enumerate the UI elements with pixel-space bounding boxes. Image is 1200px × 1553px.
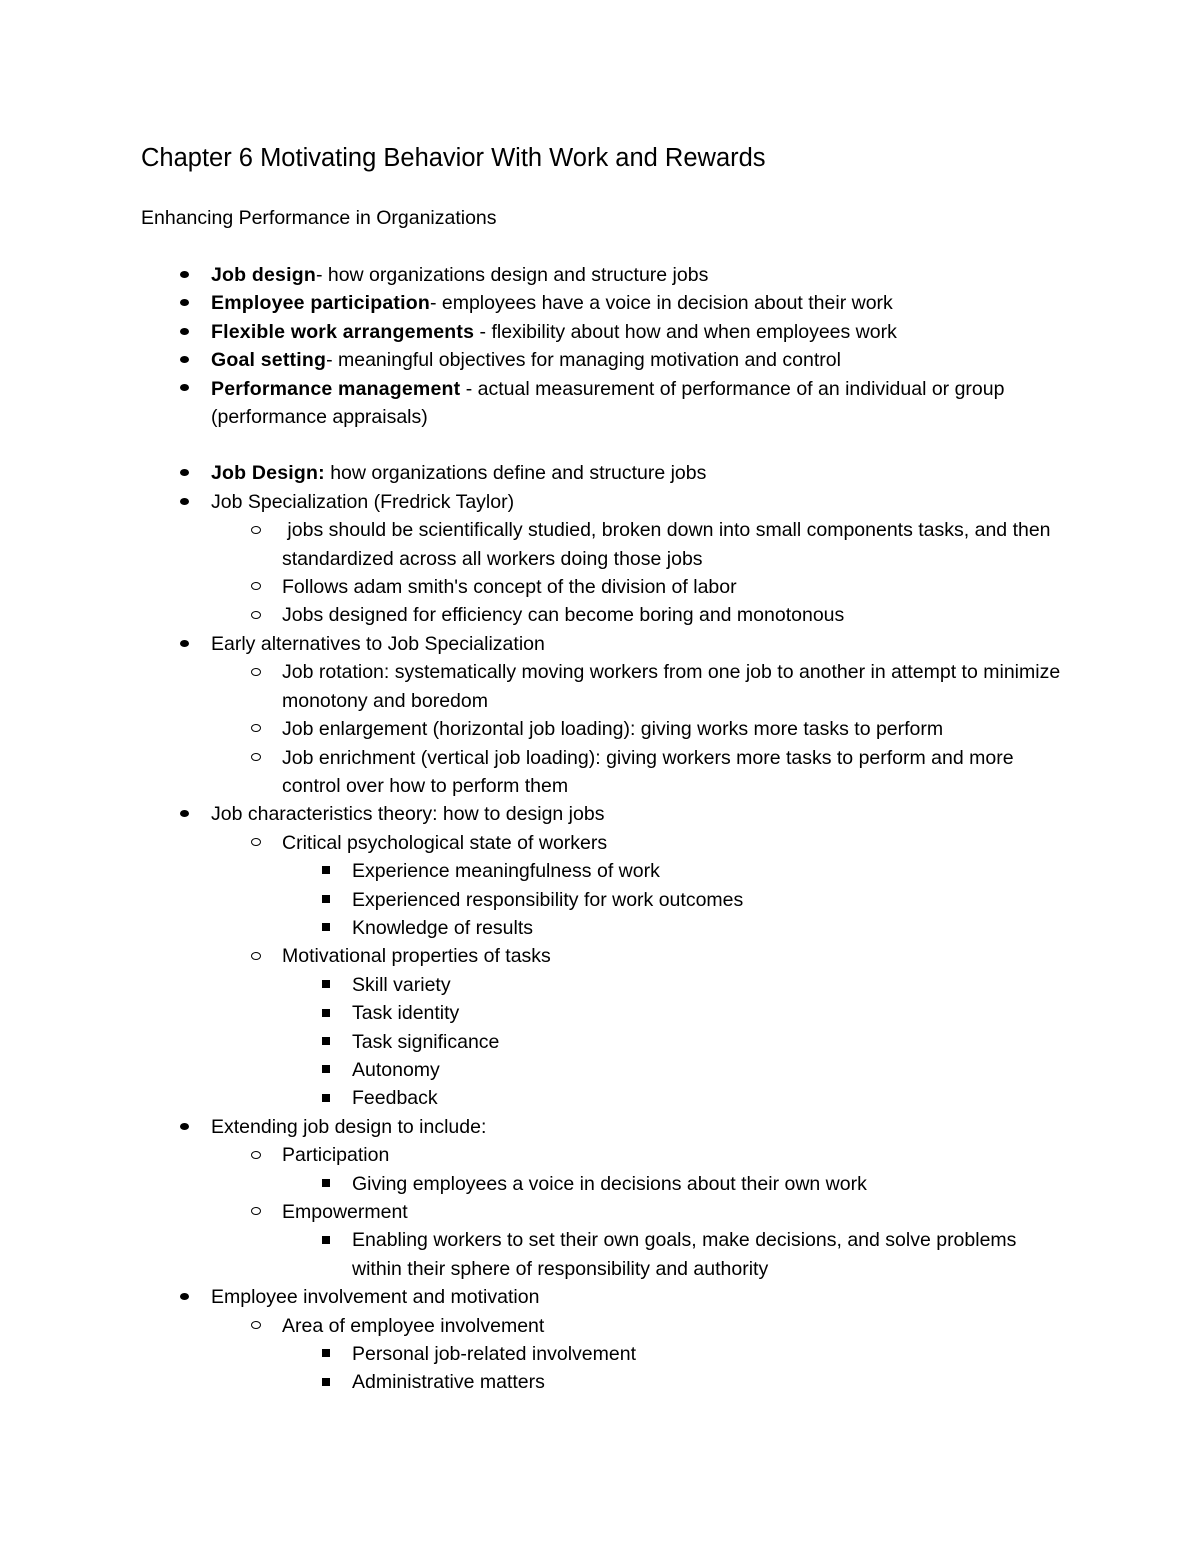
sub-item	[0, 658, 1200, 715]
bullet-dot-icon	[174, 1283, 194, 1311]
bullet-ring-icon	[246, 601, 266, 629]
item-text: Early alternatives to Job Specialization	[211, 632, 545, 655]
term: Performance management	[211, 377, 461, 400]
bullet-square-icon	[316, 1084, 336, 1112]
bullet-ring-icon	[246, 829, 266, 857]
bullet-square-icon	[316, 1170, 336, 1198]
sub-sub-item	[0, 1084, 1200, 1112]
item-text: Job enrichment (vertical job loading): giving workers more tasks to perform and more control over how to perform them	[282, 746, 1014, 797]
item-text: Experienced responsibility for work outcomes	[352, 888, 744, 911]
bullet-square-icon	[316, 1226, 336, 1254]
item-text: Task identity	[352, 1002, 460, 1025]
list-item	[0, 375, 1200, 432]
sub-sub-item	[0, 971, 1200, 999]
bullet-dot-icon	[174, 630, 194, 658]
bullet-ring-icon	[246, 1141, 266, 1169]
bullet-square-icon	[316, 914, 336, 942]
bullet-square-icon	[316, 1340, 336, 1368]
bullet-dot-icon	[174, 375, 194, 403]
item-text: Motivational properties of tasks	[282, 945, 551, 968]
bullet-square-icon	[316, 971, 336, 999]
bullet-dot-icon	[174, 800, 194, 828]
bullet-ring-icon	[246, 1198, 266, 1226]
item-text: Empowerment	[282, 1201, 408, 1223]
spacer	[0, 431, 1200, 459]
definition: - employees have a voice in decision about their work	[429, 292, 893, 315]
sub-item	[0, 744, 1200, 801]
sub-sub-item	[0, 1226, 1200, 1283]
sub-item	[0, 601, 1200, 629]
sub-item	[0, 715, 1200, 743]
item-text: Jobs designed for efficiency can become boring and monotonous	[282, 604, 845, 627]
item-text: Employee involvement and motivation	[211, 1286, 540, 1309]
item-text: Knowledge of results	[352, 916, 534, 939]
definition: - how organizations design and structure jobs	[315, 264, 709, 286]
sub-item	[0, 516, 1200, 573]
list-item	[0, 1113, 1200, 1141]
list-item	[0, 289, 1200, 317]
sub-sub-item	[0, 857, 1200, 885]
sub-item	[0, 573, 1200, 601]
term: Goal setting	[211, 349, 327, 372]
item-text: Feedback	[352, 1087, 438, 1110]
sub-item	[0, 1198, 1200, 1226]
item-text: Skill variety	[352, 973, 451, 996]
bullet-dot-icon	[174, 261, 194, 289]
sub-sub-item	[0, 1056, 1200, 1084]
list-item	[0, 346, 1200, 374]
item-text: Critical psychological state of workers	[282, 831, 608, 854]
definition: - meaningful objectives for managing motivation and control	[326, 349, 841, 372]
definition: - actual measurement of performance of an individual or group (performance appraisals)	[211, 377, 1005, 429]
item-text: Administrative matters	[352, 1371, 545, 1394]
term: Flexible work arrangements	[211, 320, 475, 343]
bullet-ring-icon	[246, 1312, 266, 1340]
item-text: jobs should be scientifically studied, broken down into small components tasks, and then standardized across all workers doing those jobs	[282, 519, 1056, 570]
bullet-dot-icon	[174, 1113, 194, 1141]
bullet-square-icon	[316, 1368, 336, 1396]
bullet-ring-icon	[246, 744, 266, 772]
sub-item	[0, 942, 1200, 970]
sub-sub-item	[0, 886, 1200, 914]
bullet-dot-icon	[174, 318, 194, 346]
sub-item	[0, 829, 1200, 857]
bullet-square-icon	[316, 999, 336, 1027]
bullet-dot-icon	[174, 488, 194, 516]
sub-sub-item	[0, 1368, 1200, 1396]
item-text: Task significance	[352, 1030, 500, 1053]
list-item	[0, 318, 1200, 346]
term: Job design	[211, 264, 316, 286]
sub-sub-item	[0, 1028, 1200, 1056]
item-text: Giving employees a voice in decisions about their own work	[352, 1172, 867, 1195]
sub-item	[0, 1312, 1200, 1340]
item-text: Job characteristics theory: how to design jobs	[211, 803, 605, 826]
list-item	[0, 488, 1200, 516]
definition: - flexibility about how and when employees work	[474, 320, 897, 343]
item-text: Participation	[282, 1144, 390, 1167]
item-text: Job Specialization (Fredrick Taylor)	[211, 490, 515, 513]
bullet-dot-icon	[174, 346, 194, 374]
list-item	[0, 800, 1200, 828]
section-heading: Enhancing Performance in Organizations	[141, 207, 497, 229]
item-text: Area of employee involvement	[282, 1314, 545, 1337]
list-item	[0, 261, 1200, 289]
item-text: Follows adam smith's concept of the division of labor	[282, 576, 737, 599]
outline-list	[0, 261, 1200, 1397]
bullet-ring-icon	[246, 658, 266, 686]
page-title: Chapter 6 Motivating Behavior With Work and Rewards	[141, 144, 766, 172]
list-item	[0, 630, 1200, 658]
bullet-ring-icon	[246, 715, 266, 743]
bullet-ring-icon	[246, 942, 266, 970]
term: Job Design:	[211, 462, 325, 485]
bullet-square-icon	[316, 1056, 336, 1084]
list-item	[0, 1283, 1200, 1311]
sub-item	[0, 1141, 1200, 1169]
item-text: Job enlargement (horizontal job loading): giving works more tasks to perform	[282, 718, 944, 741]
bullet-square-icon	[316, 857, 336, 885]
item-text: Enabling workers to set their own goals, make decisions, and solve problems within their sphere of responsibility and authority	[352, 1229, 1017, 1280]
sub-sub-item	[0, 999, 1200, 1027]
item-text: Job rotation: systematically moving workers from one job to another in attempt to minimize monotony and boredom	[282, 661, 1061, 712]
item-text: Autonomy	[352, 1058, 440, 1081]
term: Employee participation	[211, 292, 430, 315]
sub-sub-item	[0, 1340, 1200, 1368]
bullet-square-icon	[316, 886, 336, 914]
bullet-ring-icon	[246, 516, 266, 544]
list-item	[0, 459, 1200, 487]
sub-sub-item	[0, 1170, 1200, 1198]
bullet-ring-icon	[246, 573, 266, 601]
bullet-square-icon	[316, 1028, 336, 1056]
sub-sub-item	[0, 914, 1200, 942]
definition: how organizations define and structure jobs	[324, 462, 707, 485]
bullet-dot-icon	[174, 289, 194, 317]
item-text: Extending job design to include:	[211, 1115, 487, 1138]
item-text: Personal job-related involvement	[352, 1343, 636, 1366]
bullet-dot-icon	[174, 459, 194, 487]
item-text: Experience meaningfulness of work	[352, 860, 660, 883]
